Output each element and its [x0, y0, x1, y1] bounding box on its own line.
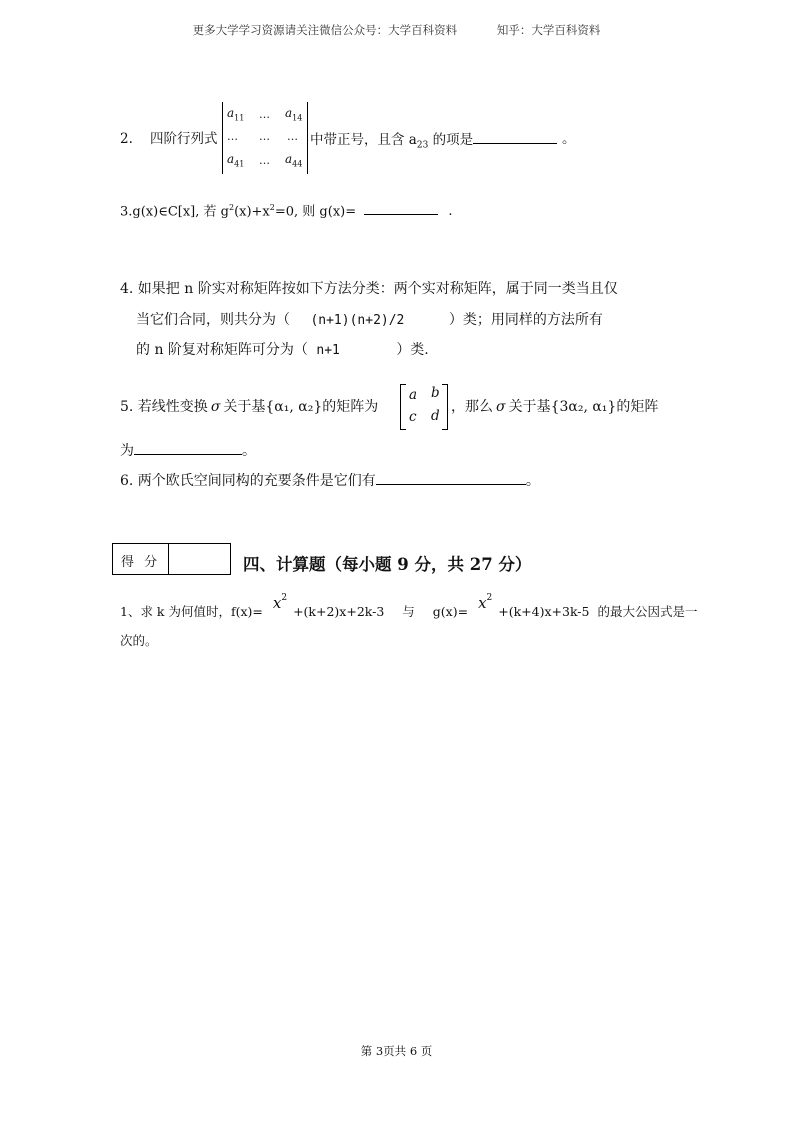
- score-divider: [168, 544, 169, 574]
- c1-line1: 1、求 k 为何值时，$f(x)= x^2 +(k+2)x+2k-3$ 与 $g(x)= x^2 +(k+4)x+3k-5$ 的最大公因式是一: [120, 593, 698, 619]
- det-r2c3: …: [287, 130, 298, 143]
- det-r1c2: …: [259, 108, 270, 121]
- section-title: 四、计算题（每小题 9 分，共 27 分）: [243, 555, 532, 574]
- header-wechat: 更多大学学习资源请关注微信公众号：大学百科资料: [192, 23, 458, 37]
- q4-answer-1: (n+1)(n+2)/2: [310, 313, 405, 328]
- page-header: [0, 22, 793, 38]
- det-r2c1: …: [227, 130, 238, 143]
- q3-answer-blank[interactable]: [364, 200, 438, 215]
- q5-basis-1: {α₁, α₂}: [265, 399, 323, 415]
- q2-number: 2.: [120, 131, 133, 147]
- q4-line2: 当它们合同，则共分为（ (n+1)(n+2)/2 ）类；用同样的方法所有: [136, 312, 603, 328]
- det-r3c1: $a_{41}$: [227, 152, 245, 169]
- q4-line3: 的 n 阶复对称矩阵可分为（ n+1 ）类.: [136, 342, 429, 358]
- det-r3c3: $a_{44}$: [285, 152, 303, 169]
- q5-m11: a: [409, 387, 418, 403]
- q2-determinant: [222, 102, 308, 174]
- q5-matrix: [400, 384, 448, 430]
- q5-answer-blank[interactable]: [134, 440, 242, 455]
- q2-suffix: 中带正号，且含 $a_{23}$ 的项是: [310, 129, 557, 156]
- q5-line1-right: ，那么 σ 关于基{3α₂, α₁}的矩阵: [451, 399, 659, 415]
- q5-m22: d: [431, 408, 440, 424]
- q2-prefix: 四阶行列式: [150, 131, 218, 147]
- det-r2c2: …: [259, 130, 270, 143]
- c1-line2: 次的。: [120, 633, 158, 648]
- det-r1c3: $a_{14}$: [285, 106, 303, 123]
- q5-m12: b: [431, 385, 440, 401]
- q5-basis-2: {3α₂, α₁}: [550, 399, 617, 415]
- q5-m21: c: [409, 409, 417, 425]
- q3-text: 3.g(x)∈C[x], 若 $g^2(x)+x^2=0$, 则 g(x)= .: [120, 198, 453, 222]
- score-label: 得 分: [121, 555, 161, 570]
- q6-answer-blank[interactable]: [376, 470, 526, 485]
- header-zhihu: 知乎：大学百科资料: [496, 23, 601, 37]
- q6-text: 6. 两个欧氏空间同构的充要条件是它们有 。: [120, 470, 540, 491]
- q5-line1-left: 5. 若线性变换 σ 关于基{α₁, α₂}的矩阵为: [120, 399, 379, 415]
- det-r3c2: …: [259, 154, 270, 167]
- q2-end: 。: [562, 131, 576, 147]
- det-r1c1: $a_{11}$: [227, 106, 245, 123]
- q5-line2: 为 。: [120, 440, 256, 461]
- page-footer: 第 3页共 6 页: [360, 1044, 433, 1058]
- q4-answer-2: n+1: [316, 343, 340, 358]
- q4-line1: 4. 如果把 n 阶实对称矩阵按如下方法分类：两个实对称矩阵，属于同一类当且仅: [120, 281, 618, 297]
- q2-answer-blank[interactable]: [473, 129, 557, 144]
- score-box: [112, 543, 231, 575]
